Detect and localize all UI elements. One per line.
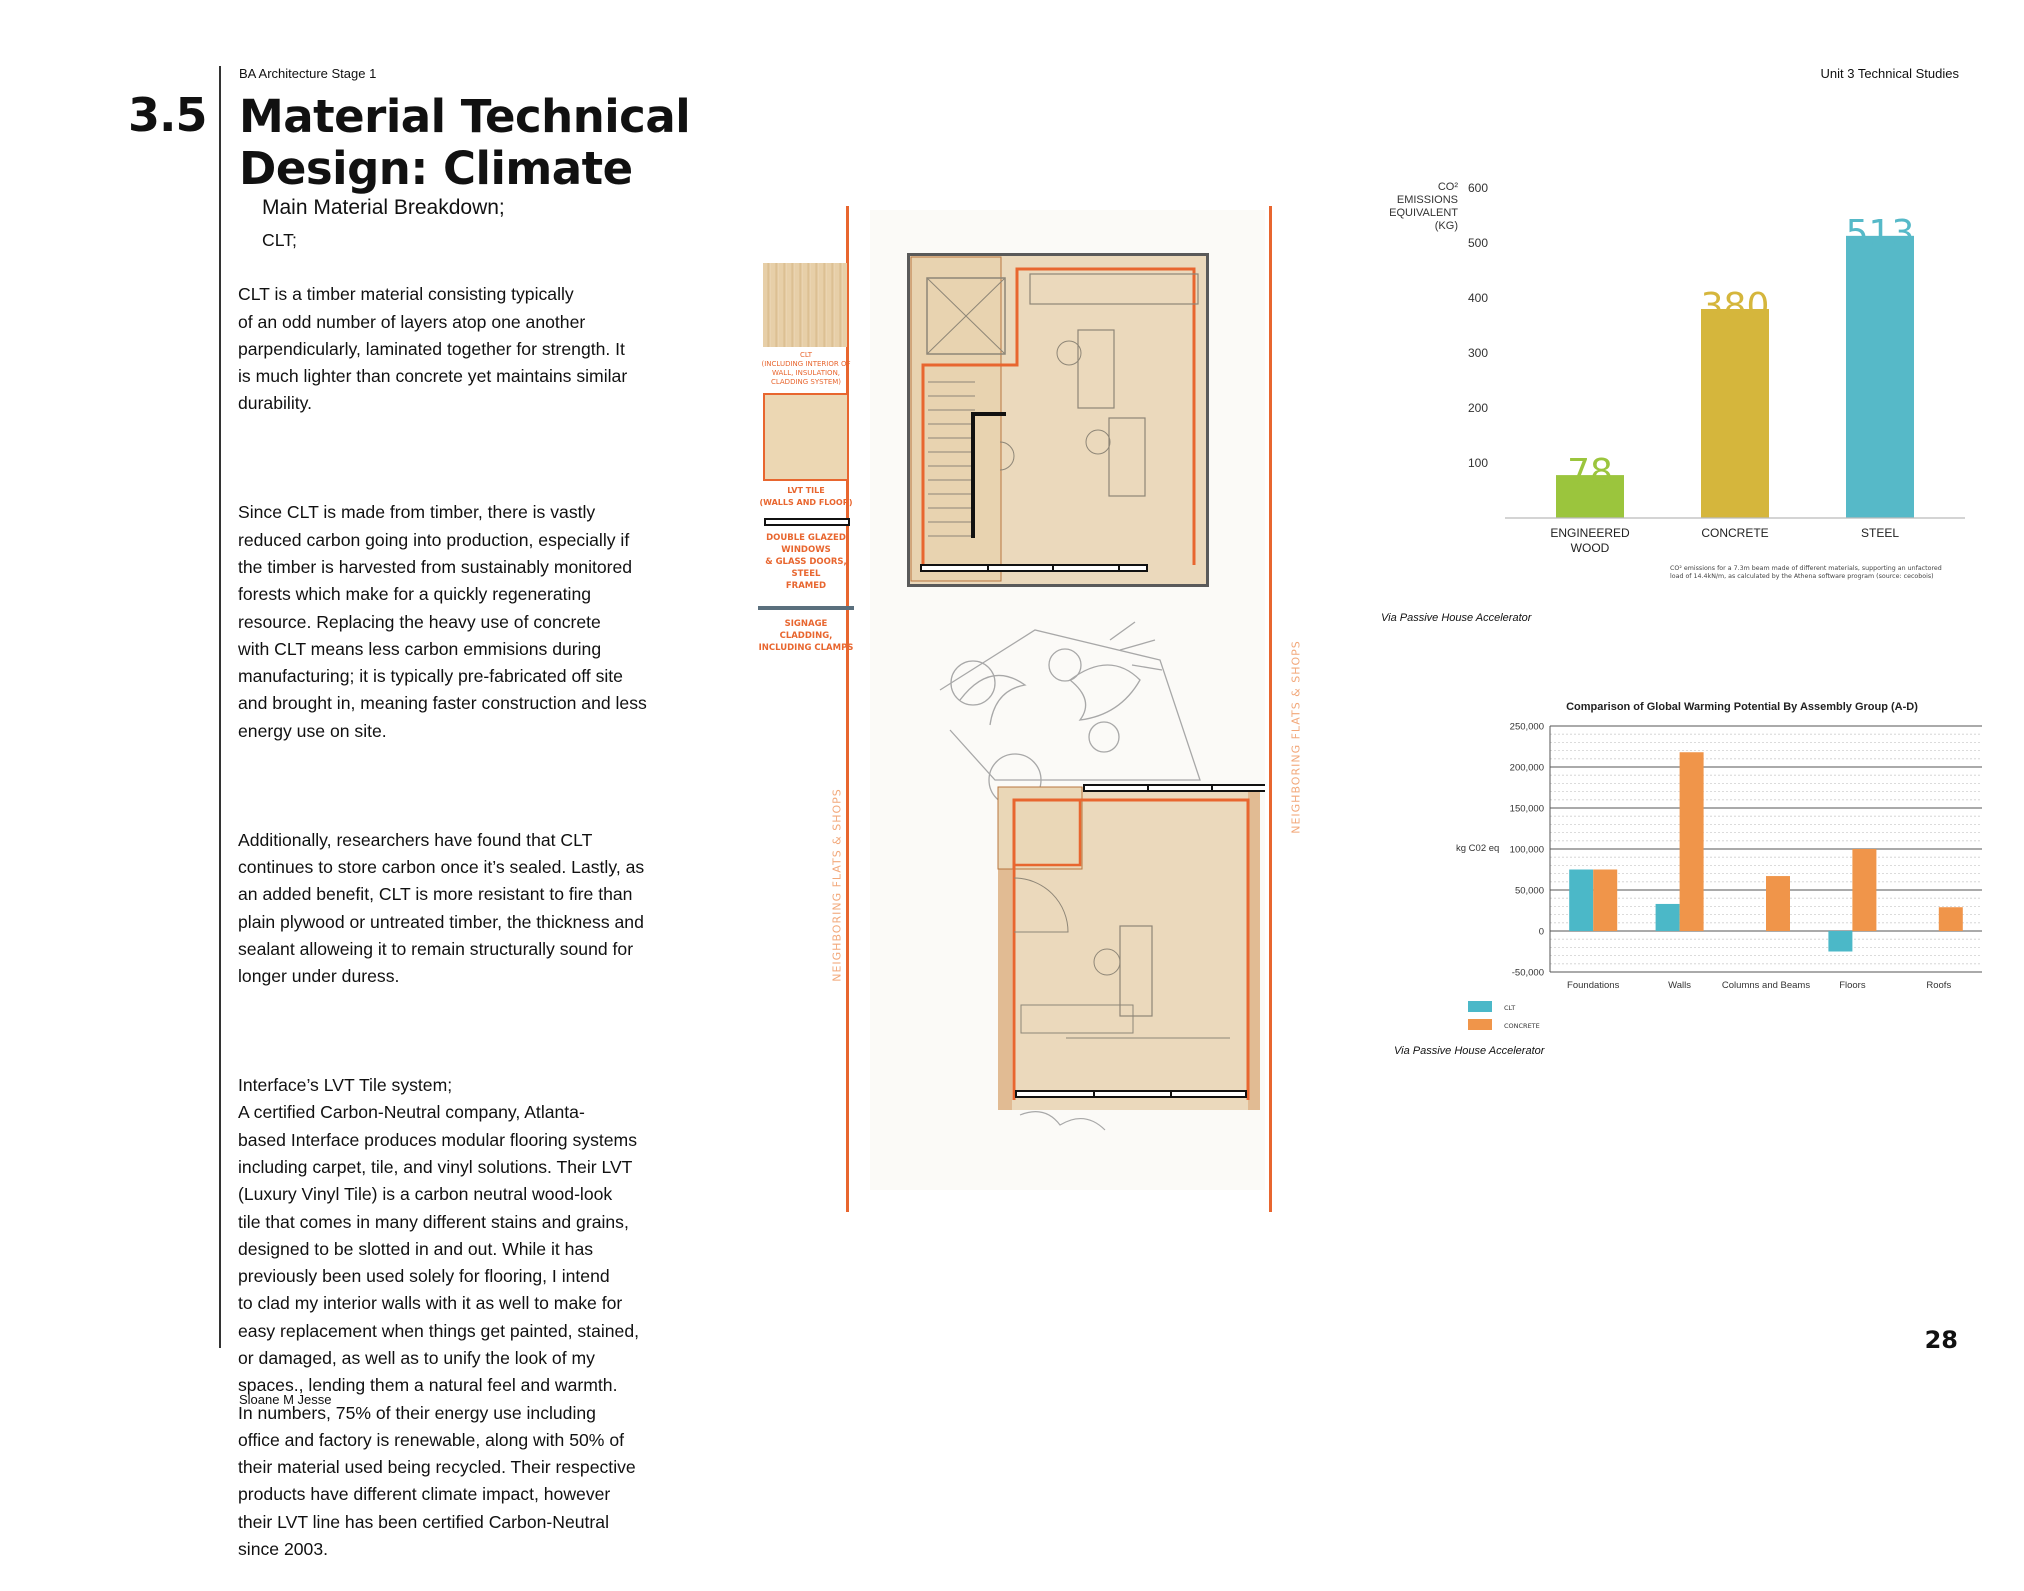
paragraph-clt-carbon: Since CLT is made from timber, there is vastly reduced carbon going into production, especially if the timber is harvested from sustainably monitored forests which make for a quickly regenerating resource. Replacing the heavy use of concrete with CLT means less carbon emmisions during manufacturing; it is typically pre-fabricated off site and brought in, meaning faster construction and less energy use on site. [238,502,647,741]
window-symbol [764,518,850,526]
chart1-value-label: 78 [1567,452,1613,494]
chart1-y-tick: 300 [1467,346,1489,360]
chart1-y-axis-label [1389,181,1458,232]
chart1-value-label: 380 [1700,286,1770,327]
chart2-y-axis-label: kg C02 eq [1456,843,1500,854]
chart2-y-tick: 150,000 [1509,803,1544,815]
chart1-y-tick: 100 [1467,456,1489,470]
clt-swatch [763,263,847,347]
page-number: 28 [1924,1326,1958,1354]
subheading: Main Material Breakdown; [262,196,505,219]
chart1-bar-steel [1846,236,1914,518]
chart1-y-label-line: EQUIVALENT [1389,207,1458,219]
gwp-comparison-chart [1420,696,1990,1036]
lower-floor-plan [998,785,1265,1130]
neighbor-annotation-right: NEIGHBORING FLATS & SHOPS [1289,640,1303,834]
chart1-category-label: CONCRETE [1701,526,1769,540]
chart2-bar-clt-walls [1656,904,1680,931]
page-title-line2: Design: Climate [239,142,633,195]
chart2-title: Comparison of Global Warming Potential By Assembly Group (A-D) [1566,701,1918,713]
course-header: BA Architecture Stage 1 [239,66,377,81]
chart2-category-label: Floors [1839,980,1866,991]
margin-divider [219,66,221,1348]
lvt-swatch-label: LVT TILE (WALLS AND FLOOR) [759,486,853,507]
paragraph-clt-benefits: Additionally, researchers have found that CLT continues to store carbon once it’s sealed. Lastly, as an added benefit, CLT is more resistant to fire than plain plywood or untreated timber, the thickness and sealant alloweing it to remain structurally sound for longer under duress. [238,829,645,987]
chart2-bar-concrete-foundations [1593,870,1617,932]
chart2-y-tick: 0 [1538,926,1544,938]
chart1-category-label: ENGINEERED [1550,526,1630,540]
unit-header: Unit 3 Technical Studies [1820,66,1959,81]
chart2-category-label: Walls [1668,980,1692,991]
paragraph-clt-intro: CLT is a timber material consisting typically of an odd number of layers atop one another parpendicularly, laminated together for strength. It is much lighter than concrete yet maintains similar durability. [238,284,628,414]
material-legend [758,263,854,654]
chart2-bar-clt-foundations [1569,870,1593,932]
clt-label: CLT; [262,230,297,250]
chart2-category-label: Roofs [1926,980,1952,991]
chart2-legend-label: CLT [1504,1004,1516,1012]
chart2-legend-swatch [1468,1019,1492,1030]
window-label: DOUBLE GLAZED WINDOWS & GLASS DOORS, STEEL FRAMED [765,533,847,591]
signage-symbol [758,606,854,610]
chart2-y-tick: 50,000 [1514,885,1544,897]
lvt-swatch [763,393,849,481]
chart2-category-label: Foundations [1567,980,1620,991]
paragraph-interface-lvt: Interface’s LVT Tile system; A certified Carbon-Neutral company, Atlanta- based Interface produces modular flooring systems including carpet, tile, and vinyl solutions. Their LVT (Luxury Vinyl Tile) is a carbon neutral wood-look tile that comes in many different stains and grains, designed to be slotted in and out. While it has previously been used solely for flooring, I intend to clad my interior walls with it as well to make for easy replacement when things get painted, stained, or damaged, as well as to unify the look of my spaces., lending them a natural feel and warmth. In numbers, 75% of their energy use including office and factory is renewable, along with 50% of their material used being recycled. Their respective products have different climate impact, however their LVT line has been certified Carbon-Neutral since 2003. [238,1075,640,1560]
chart2-y-tick: 200,000 [1509,762,1544,774]
section-number: 3.5 [128,88,207,142]
author-name: Sloane M Jesse [239,1392,332,1407]
clt-swatch-label: CLT (INCLUDING INTERIOR OF WALL, INSULATION, CLADDING SYSTEM) [761,351,851,386]
chart1-bar-concrete [1701,309,1769,518]
chart2-bar-clt-floors [1828,931,1852,952]
chart2-legend-label: CONCRETE [1504,1022,1540,1030]
neighbor-annotation-left: NEIGHBORING FLATS & SHOPS [830,788,844,982]
chart1-y-tick: 400 [1467,291,1489,305]
chart2-legend [1468,1001,1540,1030]
chart2-category-label: Columns and Beams [1721,980,1811,991]
signage-label: SIGNAGE CLADDING, INCLUDING CLAMPS [758,619,854,653]
chart1-credit: Via Passive House Accelerator [1381,612,1532,624]
page-title [239,91,690,195]
chart1-y-tick: 500 [1467,236,1489,250]
chart2-y-tick: -50,000 [1511,967,1544,979]
chart1-category-label: STEEL [1860,526,1900,540]
chart1-category-label: WOOD [1570,541,1610,555]
chart1-footnote-2: load of 14.4kN/m, as calculated by the Athena software program (source: cecobois) [1670,573,1934,580]
chart2-bar-concrete-columns-and-beams [1766,876,1790,931]
chart2-bar-concrete-walls [1680,752,1704,931]
body-text [238,254,658,1591]
right-boundary-line [1269,206,1272,1212]
chart1-footnote-1: CO² emissions for a 7.3m beam made of different materials, supporting an unfactored [1670,565,1942,572]
chart2-credit: Via Passive House Accelerator [1394,1045,1545,1057]
emissions-bar-chart [1370,170,1970,630]
chart2-bar-concrete-floors [1852,849,1876,931]
chart1-y-label-line: (KG) [1434,220,1458,232]
chart1-value-label: 513 [1845,212,1915,254]
chart2-y-tick: 250,000 [1509,721,1544,733]
chart2-bar-concrete-roofs [1939,907,1963,931]
page-title-line1: Material Technical [239,90,691,143]
upper-floor-plan [907,253,1209,587]
chart2-y-tick: 100,000 [1509,844,1544,856]
floor-plans [870,210,1265,1190]
chart2-legend-swatch [1468,1001,1492,1012]
chart1-y-tick: 600 [1467,181,1489,195]
chart1-y-tick: 200 [1467,401,1489,415]
chart1-y-label-line: CO² [1437,181,1458,193]
chart1-y-label-line: EMISSIONS [1396,194,1458,206]
